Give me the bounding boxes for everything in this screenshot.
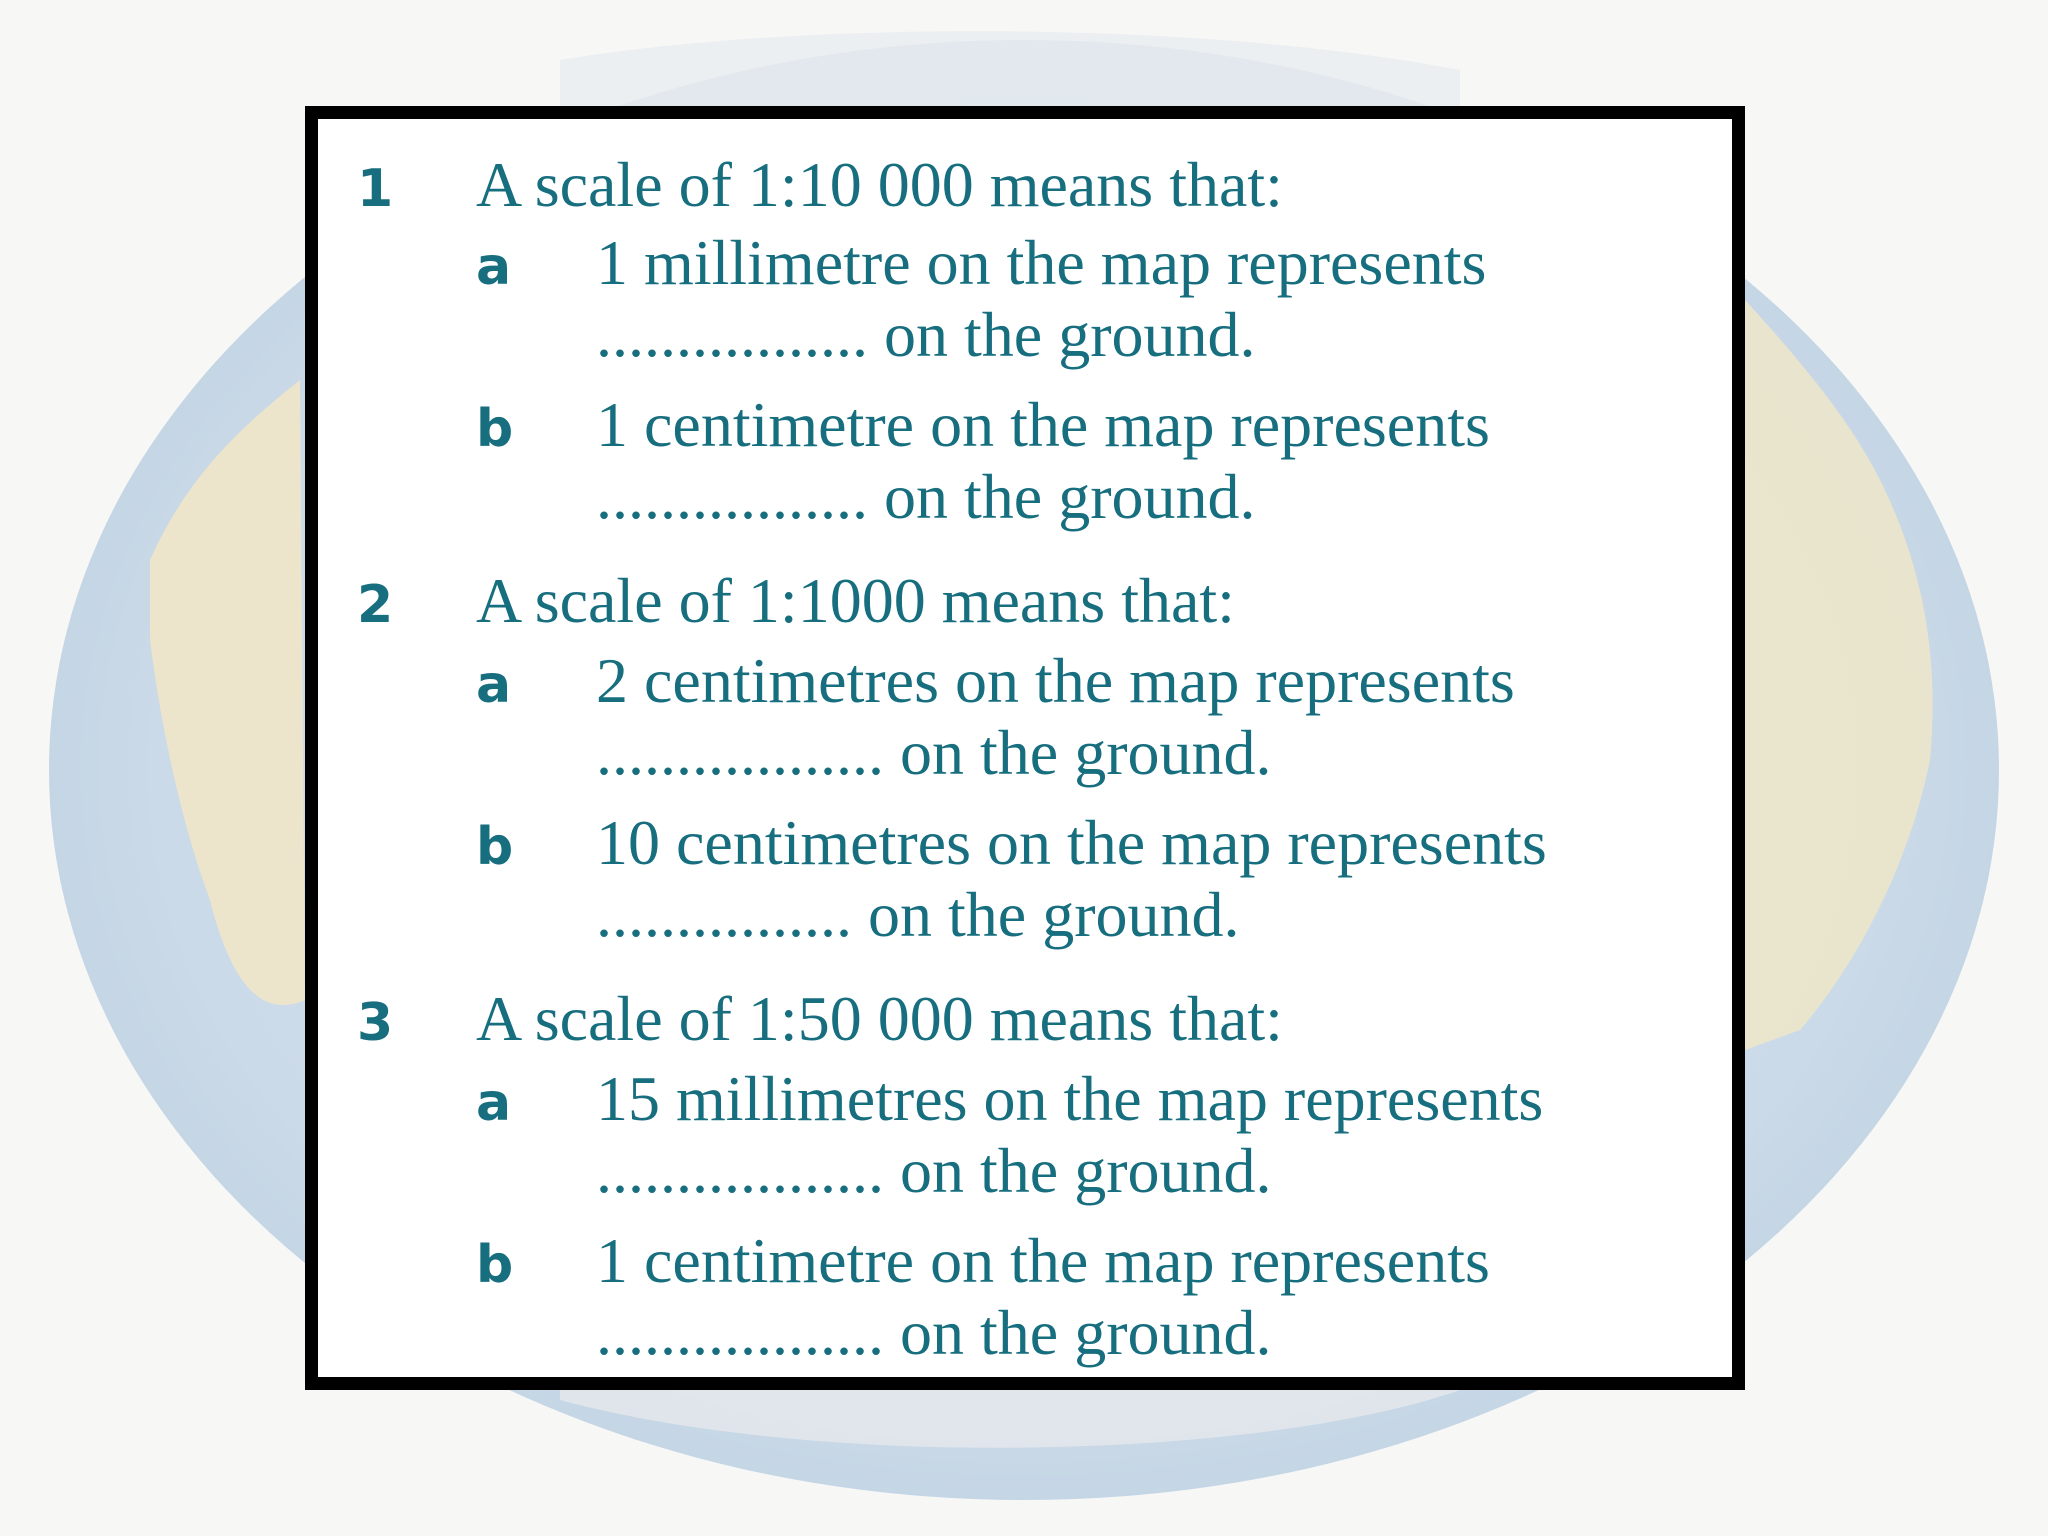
part-statement: 1 centimetre on the map represents	[596, 1225, 1490, 1296]
question-number: 1	[357, 159, 394, 219]
part-letter: a	[476, 655, 512, 715]
answer-line: ................ on the ground.	[596, 879, 1240, 950]
part-statement: 1 millimetre on the map represents	[596, 227, 1487, 298]
worksheet-card	[305, 106, 1745, 1390]
question-number: 2	[357, 575, 394, 635]
part-letter: b	[476, 817, 514, 877]
question-text: A scale of 1:1000 means that:	[476, 565, 1235, 636]
answer-line: .................. on the ground.	[596, 717, 1272, 788]
part-letter: b	[476, 399, 514, 459]
question-text: A scale of 1:50 000 means that:	[476, 983, 1283, 1054]
part-letter: a	[476, 1073, 512, 1133]
part-statement: 1 centimetre on the map represents	[596, 389, 1490, 460]
continent-top	[560, 31, 1460, 106]
answer-line: ................. on the ground.	[596, 461, 1256, 532]
part-statement: 10 centimetres on the map represents	[596, 807, 1547, 878]
part-letter: b	[476, 1235, 514, 1295]
answer-line: ................. on the ground.	[596, 299, 1256, 370]
part-letter: a	[476, 237, 512, 297]
question-number: 3	[357, 993, 394, 1053]
part-statement: 2 centimetres on the map represents	[596, 645, 1515, 716]
part-statement: 15 millimetres on the map represents	[596, 1063, 1544, 1134]
answer-line: .................. on the ground.	[596, 1135, 1272, 1206]
answer-line: .................. on the ground.	[596, 1297, 1272, 1368]
question-text: A scale of 1:10 000 means that:	[476, 149, 1283, 220]
